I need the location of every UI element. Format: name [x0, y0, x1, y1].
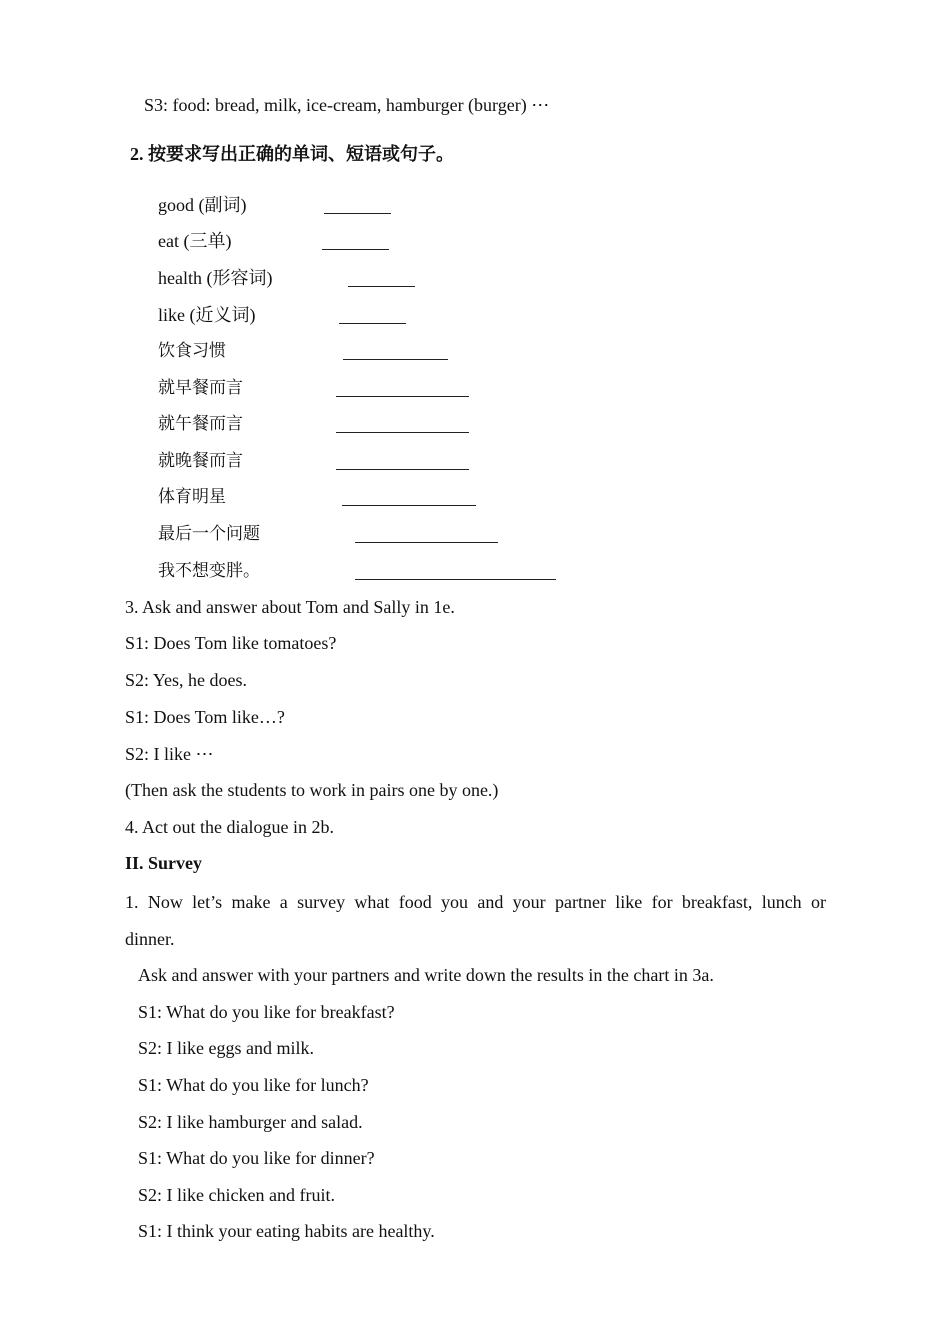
survey-dialogue-line: S1: I think your eating habits are healthy. [138, 1221, 435, 1241]
intro-line: S3: food: bread, milk, ice-cream, hamburger (burger) ⋯ [144, 95, 550, 115]
answer-blank[interactable] [339, 323, 406, 324]
answer-blank[interactable] [343, 359, 448, 360]
answer-blank[interactable] [336, 469, 469, 470]
item-health-adjective: health (形容词) [158, 268, 273, 288]
section2-title-text: 按要求写出正确的单词、短语或句子。 [148, 144, 454, 165]
survey-dialogue-line: S1: What do you like for lunch? [138, 1075, 369, 1095]
item-eating-habits: 饮食习惯 [158, 341, 226, 361]
survey-dialogue-line: S1: What do you like for breakfast? [138, 1002, 395, 1022]
answer-blank[interactable] [342, 505, 476, 506]
answer-blank[interactable] [348, 286, 415, 287]
item-eat-third-person: eat (三单) [158, 231, 232, 251]
answer-blank[interactable] [322, 249, 389, 250]
answer-blank[interactable] [324, 213, 391, 214]
section2-title [130, 143, 454, 166]
section2-title-number: 2. [130, 144, 144, 164]
item-for-lunch: 就午餐而言 [158, 414, 243, 434]
section4-title: 4. Act out the dialogue in 2b. [125, 817, 334, 837]
dialogue-line: S2: Yes, he does. [125, 670, 248, 690]
section3-title: 3. Ask and answer about Tom and Sally in 1e. [125, 597, 455, 617]
survey-dialogue-line: S2: I like eggs and milk. [138, 1038, 314, 1058]
survey-paragraph-line1: 1. Now let’s make a survey what food you and your partner like for breakfast, lunch or [125, 892, 826, 912]
survey-instruction: Ask and answer with your partners and write down the results in the chart in 3a. [138, 965, 714, 985]
survey-dialogue-line: S1: What do you like for dinner? [138, 1148, 375, 1168]
item-for-breakfast: 就早餐而言 [158, 378, 243, 398]
answer-blank[interactable] [355, 579, 556, 580]
dialogue-line: S1: Does Tom like tomatoes? [125, 633, 337, 653]
survey-heading: II. Survey [125, 853, 203, 873]
dialogue-line: S2: I like ⋯ [125, 744, 214, 764]
item-like-synonym: like (近义词) [158, 305, 256, 325]
survey-paragraph-line2: dinner. [125, 929, 175, 949]
item-last-question: 最后一个问题 [158, 524, 260, 544]
survey-dialogue-line: S2: I like chicken and fruit. [138, 1185, 335, 1205]
item-good-adverb: good (副词) [158, 195, 247, 215]
answer-blank[interactable] [336, 396, 469, 397]
survey-dialogue-line: S2: I like hamburger and salad. [138, 1112, 363, 1132]
item-sports-star: 体育明星 [158, 487, 226, 507]
instruction-note: (Then ask the students to work in pairs one by one.) [125, 780, 499, 800]
answer-blank[interactable] [336, 432, 469, 433]
dialogue-line: S1: Does Tom like…? [125, 707, 285, 727]
item-for-dinner: 就晚餐而言 [158, 451, 243, 471]
item-dont-want-fat: 我不想变胖。 [158, 561, 260, 581]
answer-blank[interactable] [355, 542, 498, 543]
